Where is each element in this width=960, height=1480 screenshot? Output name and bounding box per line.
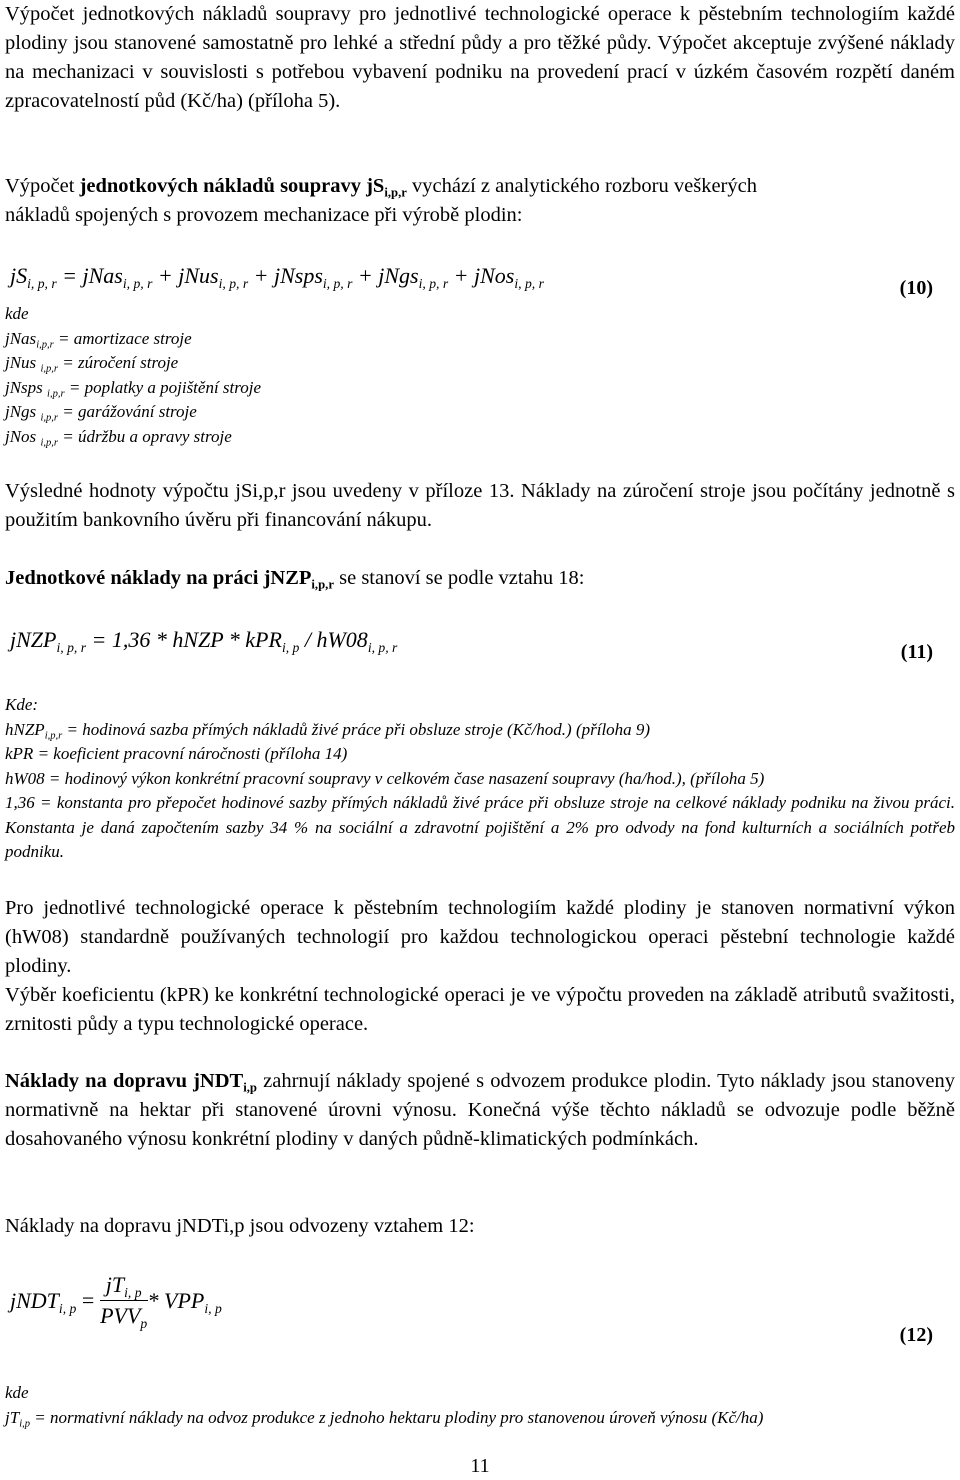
equation-12: jNDT$_{i, p}$ = $\frac{jT_{i, p}}{PVV_p}$ * $VPP_{i, p}$ (12)	[10, 1272, 933, 1346]
definition-row: $jT_{i,p}$ = normativní náklady na odvoz produkce z jednoho hektaru plodiny pro stanovenou úroveň výnosu (Kč/ha)	[5, 1407, 764, 1430]
definitions-10: kde jNas$_{i,p,r}$ = amortizace stroje jNus $_{i,p,r}$ = zúročení stroje jNsps $_{i,p,r}$ = poplatky a pojištění stroje jNgs $_{i,p,r}$ = garážování stroje jNos $_{i,p,r}$ = údržbu a opravy stroje	[5, 302, 955, 449]
definition-row: hNZP$_{i,p,r}$ = hodinová sazba přímých nákladů živé práce při obsluze stroje (Kč/hod.) (příloha 9)	[5, 719, 651, 742]
equation-number: (11)	[900, 641, 933, 663]
equation-10: $jS_{i, p, r}$ = jNas$_{i, p, r}$ + jNus$_{i, p, r}$ + jNsps$_{i, p, r}$ + jNgs$_{i, p, r}$ + jNos$_{i, p, r}$ (10)	[10, 263, 933, 299]
paragraph-3: Výsledné hodnoty výpočtu jSi,p,r jsou uvedeny v příloze 13. Náklady na zúročení stroje jsou počítány jednotně s použitím bankovního úvěru při financování nákupu.	[5, 480, 955, 531]
definition-row: jNas$_{i,p,r}$ = amortizace stroje	[5, 328, 192, 351]
bold-term: jednotkových nákladů soupravy $jS_{i,p,r}$	[79, 175, 407, 200]
paragraph-5: Pro jednotlivé technologické operace k pěstebním technologiím každé plodiny je stanoven normativní výkon (hW08) standardně používaných technologií pro každou technologickou operaci pěstební technologie každé plodiny.	[5, 897, 955, 977]
equation-number: (10)	[899, 277, 933, 299]
definition-row: jNos $_{i,p,r}$ = údržbu a opravy stroje	[5, 426, 232, 449]
paragraph-2: Výpočet jednotkových nákladů soupravy $jS_{i,p,r}$ vychází z analytického rozboru veškerých nákladů spojených s provozem mechanizace při výrobě plodin:	[5, 175, 757, 226]
paragraph-8: Náklady na dopravu jNDTi,p jsou odvozeny vztahem 12:	[5, 1215, 475, 1237]
definitions-11: Kde: hNZP$_{i,p,r}$ = hodinová sazba přímých nákladů živé práce při obsluze stroje (Kč/hod.) (příloha 9) kPR = koeficient pracovní náročnosti (příloha 14) hW08 = hodinový výkon konkrétní pracovní soupravy v celkovém čase nasazení soupravy (ha/hod.), (příloha 5) 1,36 = konstanta pro přepočet hodinové sazby přímých nákladů živé práce při obsluze stroje na celkové náklady podniku na živou práci. Konstanta je daná započtením sazby 34 % na sociální a zdravotní pojištění a 2% pro odvody na fond kulturních a sociálních potřeb podniku.	[5, 693, 955, 865]
paragraph-1: Výpočet jednotkových nákladů soupravy pro jednotlivé technologické operace k pěstebním technologiím každé plodiny jsou stanovené samostatně pro lehké a střední půdy a pro těžké půdy. Výpočet akceptuje zvýšené náklady na mechanizaci v souvislosti s potřebou vybavení podniku na provedení prací v úzkém časovém rozpětí daném zpracovatelností půd (Kč/ha) (příloha 5).	[5, 3, 955, 112]
paragraph-6: Výběr koeficientu (kPR) ke konkrétní technologické operaci je ve výpočtu proveden na základě atributů svažitosti, zrnitosti půdy a typu technologické operace.	[5, 984, 955, 1035]
definition-row: jNgs $_{i,p,r}$ = garážování stroje	[5, 402, 197, 424]
definition-row: hW08 = hodinový výkon konkrétní pracovní soupravy v celkovém čase nasazení soupravy (ha/hod.), (příloha 5)	[5, 768, 765, 788]
definition-row: kPR = koeficient pracovní náročnosti (příloha 14)	[5, 744, 348, 763]
page-number: 11	[470, 1455, 490, 1477]
definition-row: 1,36 = konstanta pro přepočet hodinové sazby přímých nákladů živé práce při obsluze stroje na celkové náklady podniku na živou práci. Konstanta je daná započtením sazby 34 % na sociální a zdravotní pojištění a 2% pro odvody na fond kulturních a sociálních potřeb podniku.	[5, 793, 955, 861]
paragraph-7: Náklady na dopravu jNDT$_{i,p}$ zahrnují náklady spojené s odvozem produkce plodin. Tyto náklady jsou stanoveny normativně na hektar při stanovené úrovni výnosu. Konečná výše těchto nákladů se odvozuje podle běžně dosahovaného výnosu konkrétní plodiny v daných půdně-klimatických podmínkách.	[5, 1070, 955, 1150]
equation-number: (12)	[899, 1324, 933, 1346]
paragraph-4: Jednotkové náklady na práci jNZP$_{i,p,r}$ se stanoví se podle vztahu 18:	[5, 567, 585, 592]
definition-row: jNus $_{i,p,r}$ = zúročení stroje	[5, 353, 179, 375]
definitions-12: kde $jT_{i,p}$ = normativní náklady na odvoz produkce z jednoho hektaru plodiny pro stanovenou úroveň výnosu (Kč/ha)	[5, 1381, 955, 1430]
definition-row: jNsps $_{i,p,r}$ = poplatky a pojištění stroje	[5, 377, 262, 400]
fraction: $\frac{jT_{i, p}}{PVV_p}$	[100, 1272, 148, 1331]
equation-11: jNZP$_{i, p, r}$ = 1,36 * hNZP * $kPR_{i, p} / hW08_{i, p, r}$ (11)	[10, 627, 933, 663]
